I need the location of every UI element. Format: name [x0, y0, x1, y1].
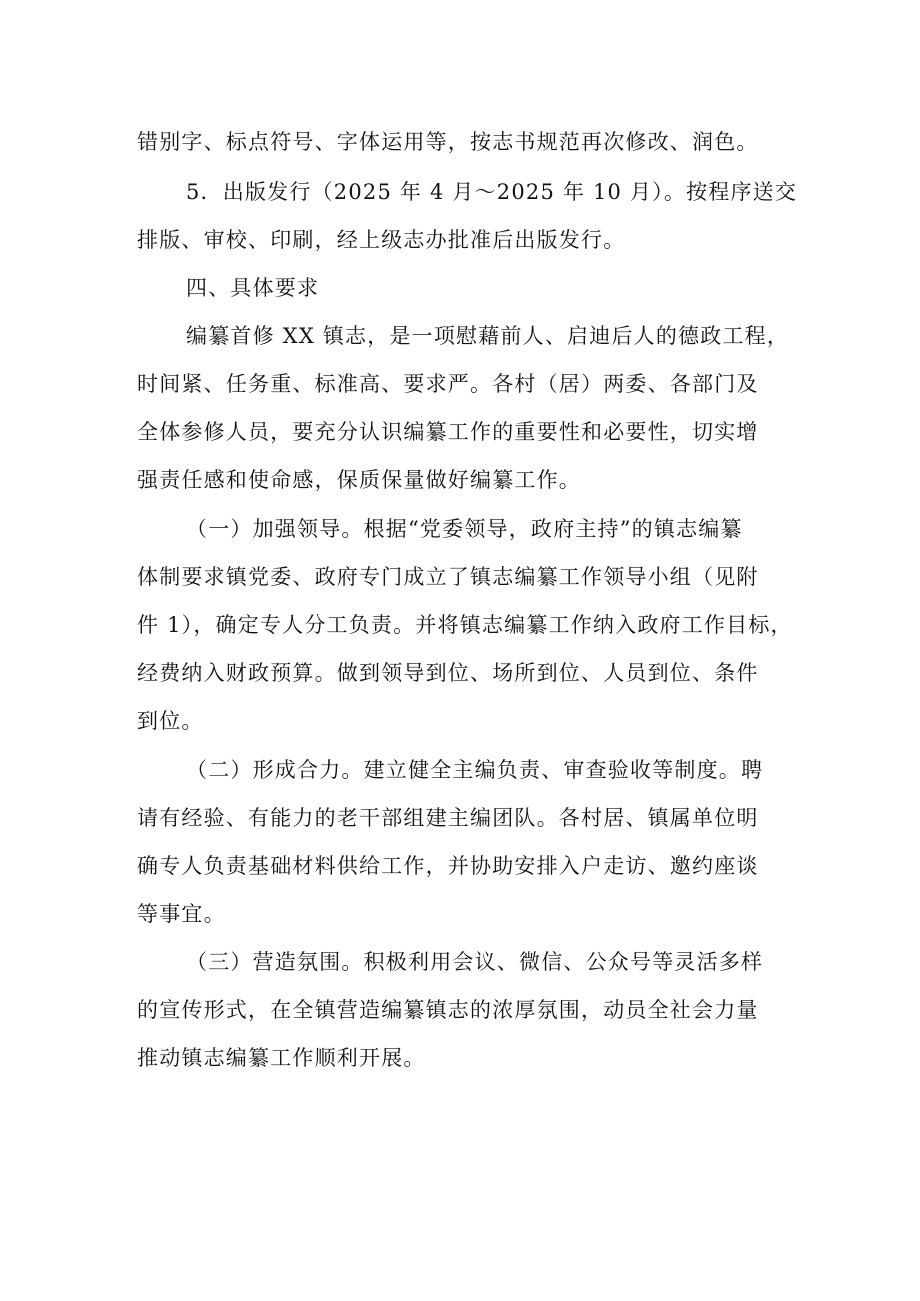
- body-text-line: 体制要求镇党委、政府专门成立了镇志编纂工作领导小组（见附: [137, 565, 759, 589]
- body-text-line: 编纂首修 XX 镇志，是一项慰藉前人、启迪后人的德政工程，: [186, 324, 790, 348]
- section-heading: 四、具体要求: [186, 276, 320, 300]
- body-text-line: 到位。: [137, 709, 204, 733]
- subsection-atmosphere: （三）营造氛围。积极利用会议、微信、公众号等灵活多样: [186, 950, 764, 974]
- body-text-line: 强责任感和使命感，保质保量做好编纂工作。: [137, 468, 581, 492]
- body-text-line: 错别字、标点符号、字体运用等，按志书规范再次修改、润色。: [137, 130, 759, 154]
- body-text-line: 的宣传形式，在全镇营造编纂镇志的浓厚氛围，动员全社会力量: [137, 998, 759, 1022]
- subsection-strengthen-leadership: （一）加强领导。根据“党委领导，政府主持”的镇志编纂: [186, 517, 743, 541]
- subsection-joint-force: （二）形成合力。建立健全主编负责、审查验收等制度。聘: [186, 758, 764, 782]
- body-text-line: 件 1），确定专人分工负责。并将镇志编纂工作纳入政府工作目标，: [137, 613, 793, 637]
- body-text-line: 确专人负责基础材料供给工作，并协助安排入户走访、邀约座谈: [137, 854, 759, 878]
- list-item-publishing: 5．出版发行（2025 年 4 月～2025 年 10 月）。按程序送交: [186, 180, 798, 204]
- body-text-line: 经费纳入财政预算。做到领导到位、场所到位、人员到位、条件: [137, 661, 759, 685]
- body-text-line: 时间紧、任务重、标准高、要求严。各村（居）两委、各部门及: [137, 372, 759, 396]
- body-text-line: 推动镇志编纂工作顺利开展。: [137, 1046, 426, 1070]
- body-text-line: 排版、审校、印刷，经上级志办批准后出版发行。: [137, 228, 626, 252]
- body-text-line: 等事宜。: [137, 902, 226, 926]
- body-text-line: 请有经验、有能力的老干部组建主编团队。各村居、镇属单位明: [137, 806, 759, 830]
- body-text-line: 全体参修人员，要充分认识编纂工作的重要性和必要性，切实增: [137, 420, 759, 444]
